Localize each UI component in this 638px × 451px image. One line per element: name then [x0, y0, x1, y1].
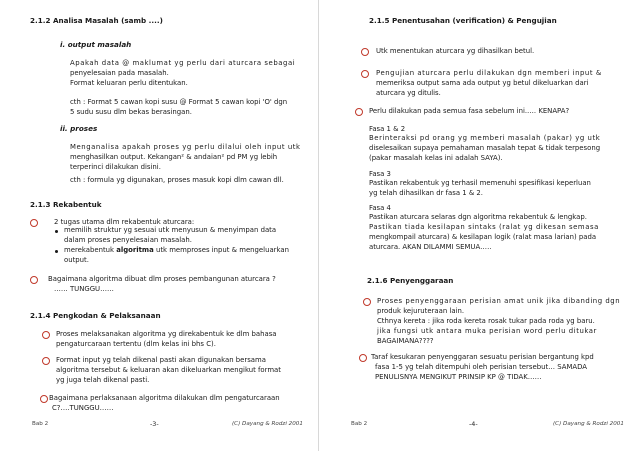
pengkodan-bullet-text: yg juga telah dikenal pasti.: [56, 376, 150, 384]
section-heading-2-1-3: 2.1.3 Rekabentuk: [30, 200, 102, 209]
bullet-icon: [363, 298, 371, 306]
penyenggaraan-bullet-text: jika fungsi utk antara muka perisian word perlu ditukar: [377, 327, 597, 335]
penyenggaraan-bullet-text: produk kejuruteraan lain.: [377, 307, 465, 315]
fasa-text-line: Pastikan rekabentuk yg terhasil memenuhi spesifikasi keperluan: [369, 179, 591, 187]
rekabentuk-sub-item: memilih struktur yg sesuai utk menyusun & menyimpan data: [64, 226, 277, 234]
footer-chapter: Bab 2: [32, 421, 49, 427]
section-heading-2-1-5: 2.1.5 Penentusahan (verification) & Pengujian: [369, 16, 557, 25]
fasa-title: Fasa 4: [369, 204, 391, 212]
footer-copyright: (C) Dayang & Rodzi 2001: [553, 421, 624, 427]
subheading-output-masalah: i. output masalah: [60, 40, 132, 49]
penyenggaraan-bullet-text: Cthnya kereta : jika roda kereta rosak tukar pada roda yg baru.: [377, 317, 595, 325]
rekabentuk-sub-item: dalam proses penyelesaian masalah.: [64, 236, 192, 244]
bullet-icon: [42, 357, 50, 365]
penyenggaraan-bullet-text: Proses penyenggaraan perisian amat unik jika dibanding dgn: [377, 297, 621, 305]
bullet-icon: [359, 354, 367, 362]
section-heading-2-1-2: 2.1.2 Analisa Masalah (samb ....): [30, 16, 163, 25]
fasa-text-line: Pastikan tiada kesilapan sintaks (ralat yg dikesan semasa: [369, 223, 599, 231]
page-number: -4-: [469, 420, 478, 428]
rekabentuk-bullet-text: 2 tugas utama dlm rekabentuk aturcara:: [54, 218, 195, 226]
fasa-title: Fasa 1 & 2: [369, 125, 406, 133]
pengkodan-bullet-text: pengaturcaraan tertentu (dlm kelas ini bhs C).: [56, 340, 216, 348]
bullet-icon: [42, 331, 50, 339]
proses-text-line: menghasilkan output. Kekangan² & andaian² pd PM yg lebih: [70, 153, 278, 161]
page-number: -3-: [150, 420, 159, 428]
fasa-text-line: Berinteraksi pd orang yg memberi masalah (pakar) yg utk: [369, 134, 601, 142]
bullet-icon: [355, 108, 363, 116]
pengkodan-bullet-text: Proses melaksanakan algoritma yg direkabentuk ke dlm bahasa: [56, 330, 277, 338]
fasa-title: Fasa 3: [369, 170, 391, 178]
output-example-line: 5 sudu susu dlm bekas berasingan.: [70, 108, 192, 116]
fasa-text-line: aturcara. AKAN DILAMMI SEMUA…..: [369, 243, 492, 251]
penyenggaraan-bullet-text: PENULISNYA MENGIKUT PRINSIP KP @ TIDAK……: [375, 373, 542, 381]
proses-text-line: terperinci dilakukan disini.: [70, 163, 161, 171]
bullet-icon: [30, 276, 38, 284]
rekabentuk-sub-item: merekabentuk algoritma utk memproses input & mengeluarkan: [64, 246, 289, 254]
verification-bullet-text: Pengujian aturcara perlu dilakukan dgn memberi input &: [376, 69, 602, 77]
verification-bullet-text: Utk menentukan aturcara yg dihasilkan betul.: [376, 47, 535, 55]
output-text-line: penyelesaian pada masalah.: [70, 69, 169, 77]
footer-copyright: (C) Dayang & Rodzi 2001: [232, 421, 303, 427]
section-heading-2-1-6: 2.1.6 Penyenggaraan: [367, 276, 454, 285]
penyenggaraan-bullet-text: BAGAIMANA????: [377, 337, 434, 345]
output-example-line: cth : Format 5 cawan kopi susu @ Format 5 cawan kopi 'O' dgn: [70, 98, 288, 106]
bullet-icon: [361, 48, 369, 56]
fasa-text-line: (pakar masalah kelas ini adalah SAYA).: [369, 154, 503, 162]
footer-chapter: Bab 2: [351, 421, 368, 427]
fasa-text-line: mengkompail aturcara) & kesilapan logik (ralat masa larian) pada: [369, 233, 597, 241]
dot-bullet-icon: [55, 230, 58, 233]
penyenggaraan-bullet-text: fasa 1-5 yg telah ditempuhi oleh perisian tersebut… SAMADA: [375, 363, 588, 371]
bullet-icon: [361, 70, 369, 78]
pengkodan-bullet-text: Bagaimana perlaksanaan algoritma dilakukan dlm pengaturcaraan: [49, 394, 280, 402]
subheading-proses: ii. proses: [60, 124, 98, 133]
dot-bullet-icon: [55, 250, 58, 253]
fasa-text-line: yg telah dihasilkan dr fasa 1 & 2.: [369, 189, 483, 197]
proses-text-line: Menganalisa apakah proses yg perlu dilalui oleh input utk: [70, 143, 301, 151]
pengkodan-bullet-text: algoritma tersebut & keluaran akan dikeluarkan mengikut format: [56, 366, 281, 374]
pengkodan-bullet-text: Format input yg telah dikenal pasti akan digunakan bersama: [56, 356, 266, 364]
verification-bullet-text: aturcara yg ditulis.: [376, 89, 441, 97]
rekabentuk-sub-item: output.: [64, 256, 89, 264]
proses-example-line: cth : formula yg digunakan, proses masuk kopi dlm cawan dll.: [70, 176, 284, 184]
bullet-icon: [40, 395, 48, 403]
slide-page-4: [319, 0, 638, 451]
rekabentuk-bullet-text: …… TUNGGU……: [54, 285, 114, 293]
pengkodan-bullet-text: C?….TUNGGU……: [52, 404, 114, 412]
output-text-line: Format keluaran perlu ditentukan.: [70, 79, 188, 87]
penyenggaraan-bullet-text: Taraf kesukaran penyenggaran sesuatu perisian bergantung kpd: [371, 353, 594, 361]
section-heading-2-1-4: 2.1.4 Pengkodan & Pelaksanaan: [30, 311, 161, 320]
rekabentuk-bullet-text: Bagaimana algoritma dibuat dlm proses pembangunan aturcara ?: [48, 275, 276, 283]
bullet-icon: [30, 219, 38, 227]
verification-bullet-text: memeriksa output sama ada output yg betul dikeluarkan dari: [376, 79, 589, 87]
output-text-line: Apakah data @ maklumat yg perlu dari aturcara sebagai: [70, 59, 296, 67]
fasa-text-line: diselesaikan supaya pemahaman masalah tepat & tidak terpesong: [369, 144, 601, 152]
verification-bullet-text: Perlu dilakukan pada semua fasa sebelum ini.…. KENAPA?: [369, 107, 570, 115]
fasa-text-line: Pastikan aturcara selaras dgn algoritma rekabentuk & lengkap.: [369, 213, 587, 221]
